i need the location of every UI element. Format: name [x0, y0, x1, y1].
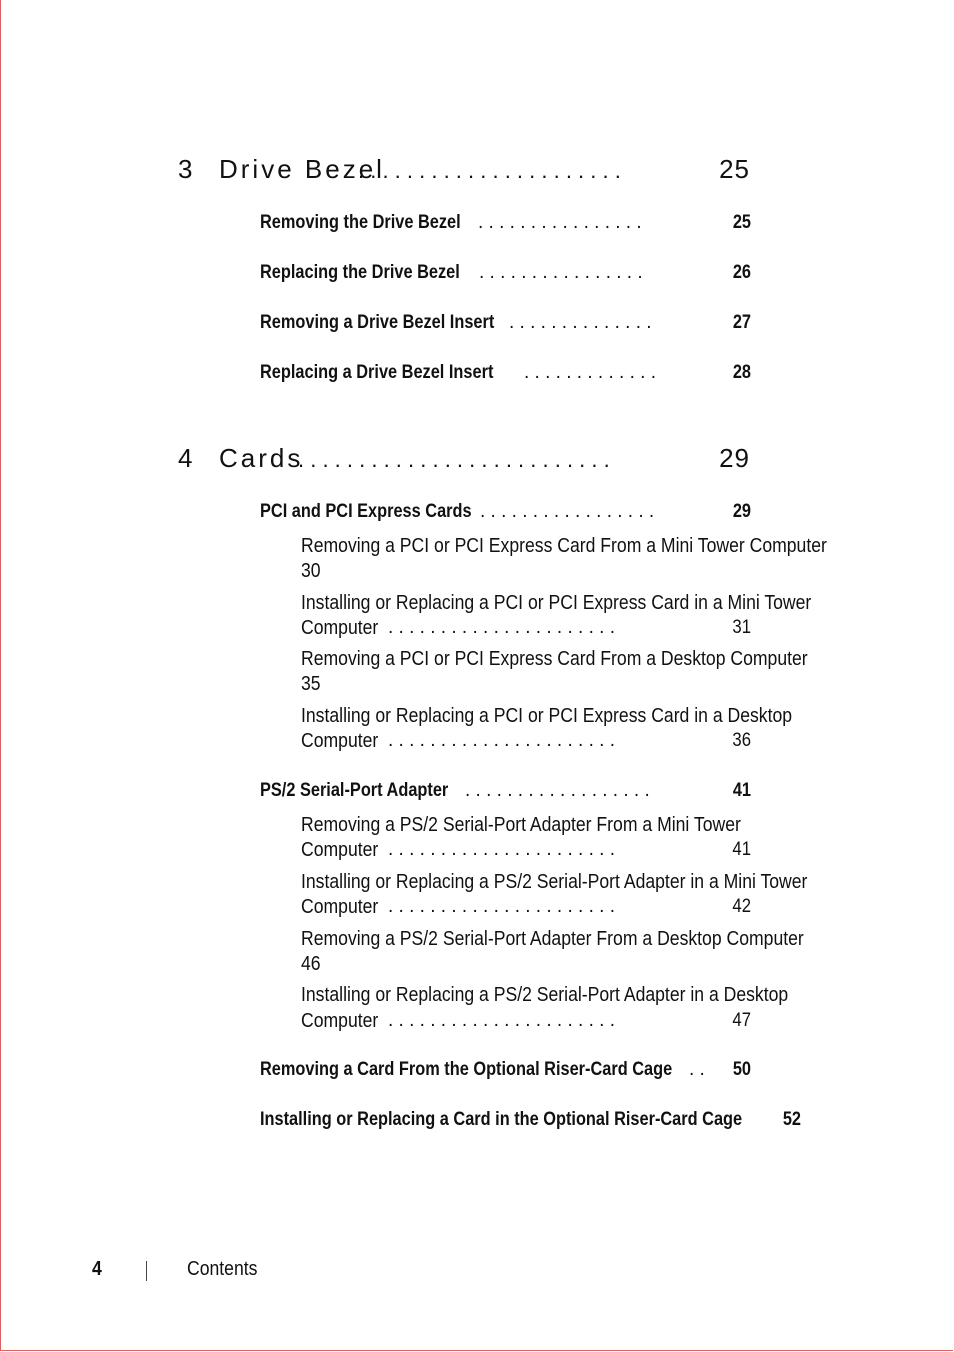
- footer-section-label: Contents: [187, 1258, 258, 1280]
- chapter-4-number: 4: [178, 443, 194, 473]
- toc-subentry-title[interactable]: Removing a PCI or PCI Express Card From a Mini Tower Computer: [301, 535, 827, 557]
- toc-page-number[interactable]: 27: [732, 312, 751, 333]
- toc-subentry-continuation[interactable]: Computer: [301, 839, 379, 861]
- toc-leader-dots: . . . . . . . . . . . . . . . . . . . . . .: [388, 730, 615, 751]
- chapter-3-title[interactable]: Drive Bezel: [219, 154, 385, 184]
- toc-subentry-continuation[interactable]: Computer: [301, 896, 379, 918]
- toc-entry-removing-drive-bezel-insert[interactable]: Removing a Drive Bezel Insert: [260, 312, 495, 333]
- chapter-4-leader-dots: . . . . . . . . . . . . . . . . . . . . . . . . . .: [298, 447, 610, 472]
- toc-leader-dots: . . . . . . . . . . . . . . . .: [479, 262, 643, 283]
- toc-page-number[interactable]: 25: [732, 212, 751, 233]
- toc-subentry-title[interactable]: Installing or Replacing a PCI or PCI Express Card in a Mini Tower: [301, 592, 812, 614]
- toc-page-number[interactable]: 31: [732, 617, 751, 638]
- toc-subentry-title[interactable]: Installing or Replacing a PS/2 Serial-Port Adapter in a Mini Tower: [301, 871, 808, 893]
- toc-subentry-page[interactable]: 30: [301, 560, 321, 582]
- toc-page-number[interactable]: 41: [732, 780, 751, 801]
- toc-leader-dots: . .: [689, 1059, 705, 1080]
- toc-entry-replacing-drive-bezel-insert[interactable]: Replacing a Drive Bezel Insert: [260, 362, 494, 383]
- toc-entry-replacing-drive-bezel[interactable]: Replacing the Drive Bezel: [260, 262, 460, 283]
- chapter-4-title[interactable]: Cards: [219, 443, 304, 473]
- toc-page-number[interactable]: 42: [732, 896, 751, 917]
- toc-page-number[interactable]: 41: [732, 839, 751, 860]
- toc-leader-dots: . . . . . . . . . . . . . . . . . . . . . .: [388, 617, 615, 638]
- toc-subentry-page[interactable]: 46: [301, 953, 321, 975]
- toc-subentry-title[interactable]: Removing a PS/2 Serial-Port Adapter From a Desktop Computer: [301, 928, 804, 950]
- toc-entry-ps2-serial-port-adapter[interactable]: PS/2 Serial-Port Adapter: [260, 780, 449, 801]
- toc-entry-pci-express-cards[interactable]: PCI and PCI Express Cards: [260, 501, 472, 522]
- toc-page-number[interactable]: 52: [782, 1109, 801, 1130]
- toc-subentry-title[interactable]: Installing or Replacing a PCI or PCI Express Card in a Desktop: [301, 705, 793, 727]
- toc-subentry-page[interactable]: 35: [301, 673, 321, 695]
- chapter-3-number: 3: [178, 154, 194, 184]
- toc-leader-dots: . . . . . . . . . . . . . .: [509, 312, 652, 333]
- toc-page-number[interactable]: 26: [732, 262, 751, 283]
- toc-leader-dots: . . . . . . . . . . . . . . . . . . . . . .: [388, 839, 615, 860]
- toc-page-number[interactable]: 29: [732, 501, 751, 522]
- footer-page-number: 4: [92, 1258, 102, 1280]
- toc-page-number[interactable]: 36: [732, 730, 751, 751]
- toc-subentry-continuation[interactable]: Computer: [301, 1010, 379, 1032]
- toc-entry-removing-card-riser-cage[interactable]: Removing a Card From the Optional Riser-Card Cage: [260, 1059, 673, 1080]
- toc-subentry-title[interactable]: Removing a PCI or PCI Express Card From a Desktop Computer: [301, 648, 808, 670]
- toc-entry-installing-card-riser-cage[interactable]: Installing or Replacing a Card in the Optional Riser-Card Cage: [260, 1109, 743, 1130]
- toc-leader-dots: . . . . . . . . . . . . .: [524, 362, 656, 383]
- toc-subentry-title[interactable]: Removing a PS/2 Serial-Port Adapter From a Mini Tower: [301, 814, 741, 836]
- chapter-3-leader-dots: . . . . . . . . . . . . . . . . . . . . . .: [358, 158, 621, 183]
- footer-separator: [146, 1261, 147, 1281]
- toc-leader-dots: . . . . . . . . . . . . . . . . .: [480, 501, 655, 522]
- toc-page-number[interactable]: 47: [732, 1010, 751, 1031]
- toc-leader-dots: . . . . . . . . . . . . . . . . . . . . . .: [388, 1010, 615, 1031]
- toc-leader-dots: . . . . . . . . . . . . . . . . . . . . . .: [388, 896, 615, 917]
- toc-leader-dots: . . . . . . . . . . . . . . . . . .: [465, 780, 650, 801]
- toc-subentry-title[interactable]: Installing or Replacing a PS/2 Serial-Port Adapter in a Desktop: [301, 984, 789, 1006]
- toc-subentry-continuation[interactable]: Computer: [301, 617, 379, 639]
- chapter-4-page[interactable]: 29: [719, 443, 750, 473]
- toc-page-number[interactable]: 50: [732, 1059, 751, 1080]
- toc-leader-dots: . . . . . . . . . . . . . . . .: [478, 212, 642, 233]
- chapter-3-page[interactable]: 25: [719, 154, 750, 184]
- toc-entry-removing-drive-bezel[interactable]: Removing the Drive Bezel: [260, 212, 461, 233]
- toc-subentry-continuation[interactable]: Computer: [301, 730, 379, 752]
- toc-page-number[interactable]: 28: [732, 362, 751, 383]
